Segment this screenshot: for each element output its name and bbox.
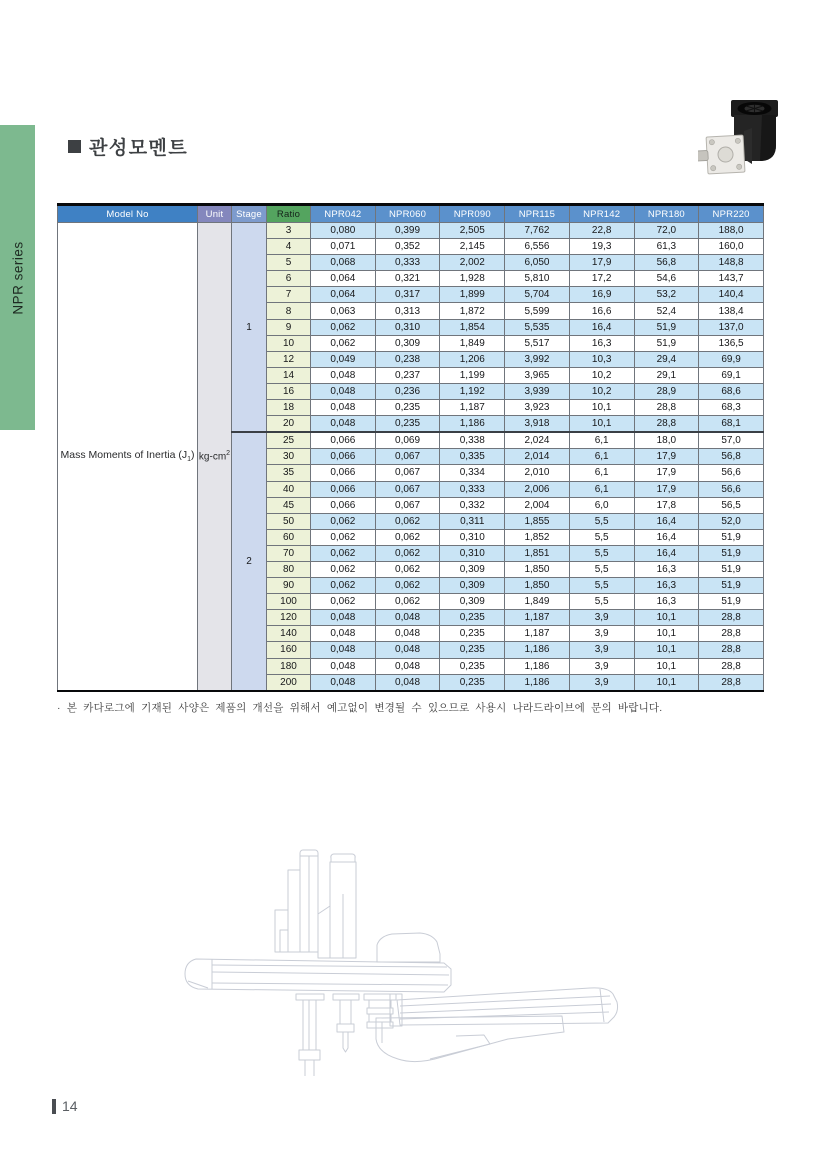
ratio-cell: 60	[267, 529, 311, 545]
value-cell: 28,8	[699, 610, 764, 626]
value-cell: 51,9	[699, 529, 764, 545]
ratio-cell: 160	[267, 642, 311, 658]
value-cell: 51,9	[699, 578, 764, 594]
value-cell: 6,050	[505, 255, 570, 271]
value-cell: 1,186	[505, 674, 570, 691]
value-cell: 16,4	[634, 529, 699, 545]
value-cell: 0,235	[440, 626, 505, 642]
value-cell: 0,333	[440, 481, 505, 497]
value-cell: 17,9	[634, 481, 699, 497]
value-cell: 10,1	[634, 626, 699, 642]
value-cell: 56,5	[699, 497, 764, 513]
ratio-cell: 14	[267, 367, 311, 383]
value-cell: 10,1	[634, 642, 699, 658]
value-cell: 16,3	[634, 578, 699, 594]
value-cell: 1,872	[440, 303, 505, 319]
value-cell: 3,9	[569, 610, 634, 626]
value-cell: 5,5	[569, 513, 634, 529]
value-cell: 0,335	[440, 449, 505, 465]
value-cell: 0,048	[311, 642, 376, 658]
value-cell: 10,1	[569, 416, 634, 433]
value-cell: 3,965	[505, 367, 570, 383]
value-cell: 0,071	[311, 239, 376, 255]
value-cell: 16,9	[569, 287, 634, 303]
inertia-table	[57, 203, 764, 692]
page-number-bar-icon	[52, 1099, 56, 1114]
ratio-cell: 100	[267, 594, 311, 610]
value-cell: 2,010	[505, 465, 570, 481]
value-cell: 3,9	[569, 626, 634, 642]
value-cell: 6,1	[569, 432, 634, 449]
column-header-npr060: NPR060	[375, 205, 440, 223]
value-cell: 0,067	[375, 465, 440, 481]
value-cell: 17,9	[634, 449, 699, 465]
value-cell: 3,9	[569, 674, 634, 691]
value-cell: 0,048	[311, 367, 376, 383]
npr-series-label: NPR series	[10, 240, 25, 315]
ratio-cell: 45	[267, 497, 311, 513]
value-cell: 0,062	[375, 594, 440, 610]
value-cell: 2,004	[505, 497, 570, 513]
value-cell: 5,5	[569, 545, 634, 561]
ratio-cell: 12	[267, 351, 311, 367]
page-title: 관성모멘트	[89, 138, 189, 159]
robot-arm-line-drawing	[172, 842, 638, 1076]
value-cell: 5,5	[569, 594, 634, 610]
ratio-cell: 3	[267, 223, 311, 239]
footnote-bullet: ·	[57, 702, 61, 714]
value-cell: 137,0	[699, 319, 764, 335]
section-title-row	[68, 133, 188, 160]
ratio-cell: 6	[267, 271, 311, 287]
page-number-value: 14	[62, 1098, 78, 1114]
value-cell: 0,069	[375, 432, 440, 449]
value-cell: 0,352	[375, 239, 440, 255]
value-cell: 10,3	[569, 351, 634, 367]
value-cell: 3,939	[505, 383, 570, 399]
value-cell: 0,235	[440, 610, 505, 626]
value-cell: 52,0	[699, 513, 764, 529]
table-header-row	[58, 205, 764, 223]
value-cell: 68,6	[699, 383, 764, 399]
value-cell: 3,923	[505, 400, 570, 416]
ratio-cell: 180	[267, 658, 311, 674]
value-cell: 0,066	[311, 465, 376, 481]
value-cell: 68,3	[699, 400, 764, 416]
value-cell: 0,310	[375, 319, 440, 335]
value-cell: 0,236	[375, 383, 440, 399]
value-cell: 1,851	[505, 545, 570, 561]
value-cell: 0,062	[375, 561, 440, 577]
column-header-npr090: NPR090	[440, 205, 505, 223]
value-cell: 0,048	[311, 416, 376, 433]
value-cell: 0,062	[311, 578, 376, 594]
value-cell: 2,145	[440, 239, 505, 255]
value-cell: 1,206	[440, 351, 505, 367]
column-header-stage: Stage	[232, 205, 267, 223]
footnote-text: 본 카다로그에 기재된 사양은 제품의 개선을 위해서 예고없이 변경될 수 있으므로 사용시 나라드라이브에 문의 바랍니다.	[66, 702, 663, 714]
value-cell: 1,899	[440, 287, 505, 303]
value-cell: 0,062	[311, 513, 376, 529]
robot-wireframe	[172, 842, 638, 1076]
value-cell: 5,704	[505, 287, 570, 303]
square-bullet-icon	[68, 140, 81, 153]
stage-2-cell: 2	[232, 432, 267, 691]
value-cell: 5,810	[505, 271, 570, 287]
value-cell: 188,0	[699, 223, 764, 239]
value-cell: 0,309	[440, 594, 505, 610]
value-cell: 0,048	[311, 610, 376, 626]
value-cell: 1,192	[440, 383, 505, 399]
value-cell: 17,9	[569, 255, 634, 271]
value-cell: 10,2	[569, 367, 634, 383]
value-cell: 10,2	[569, 383, 634, 399]
value-cell: 7,762	[505, 223, 570, 239]
value-cell: 0,062	[311, 561, 376, 577]
value-cell: 56,8	[699, 449, 764, 465]
ratio-cell: 30	[267, 449, 311, 465]
value-cell: 0,048	[311, 626, 376, 642]
value-cell: 0,048	[375, 658, 440, 674]
value-cell: 18,0	[634, 432, 699, 449]
value-cell: 72,0	[634, 223, 699, 239]
value-cell: 0,066	[311, 449, 376, 465]
column-header-model-no: Model No	[58, 205, 198, 223]
value-cell: 0,048	[311, 658, 376, 674]
value-cell: 0,048	[375, 674, 440, 691]
value-cell: 0,048	[311, 383, 376, 399]
ratio-cell: 35	[267, 465, 311, 481]
value-cell: 136,5	[699, 335, 764, 351]
value-cell: 51,9	[634, 335, 699, 351]
value-cell: 0,309	[375, 335, 440, 351]
value-cell: 16,6	[569, 303, 634, 319]
value-cell: 0,321	[375, 271, 440, 287]
value-cell: 5,599	[505, 303, 570, 319]
value-cell: 0,062	[311, 319, 376, 335]
value-cell: 0,049	[311, 351, 376, 367]
value-cell: 0,235	[440, 658, 505, 674]
value-cell: 1,187	[505, 626, 570, 642]
value-cell: 69,9	[699, 351, 764, 367]
ratio-cell: 40	[267, 481, 311, 497]
value-cell: 16,3	[569, 335, 634, 351]
ratio-cell: 50	[267, 513, 311, 529]
value-cell: 2,002	[440, 255, 505, 271]
value-cell: 19,3	[569, 239, 634, 255]
value-cell: 17,2	[569, 271, 634, 287]
value-cell: 6,1	[569, 481, 634, 497]
value-cell: 54,6	[634, 271, 699, 287]
column-header-npr142: NPR142	[569, 205, 634, 223]
ratio-cell: 25	[267, 432, 311, 449]
value-cell: 3,992	[505, 351, 570, 367]
value-cell: 17,8	[634, 497, 699, 513]
value-cell: 69,1	[699, 367, 764, 383]
value-cell: 57,0	[699, 432, 764, 449]
column-header-ratio: Ratio	[267, 205, 311, 223]
value-cell: 0,334	[440, 465, 505, 481]
value-cell: 0,064	[311, 287, 376, 303]
value-cell: 2,505	[440, 223, 505, 239]
value-cell: 2,014	[505, 449, 570, 465]
value-cell: 28,8	[634, 416, 699, 433]
value-cell: 6,0	[569, 497, 634, 513]
value-cell: 0,048	[311, 400, 376, 416]
value-cell: 0,062	[311, 545, 376, 561]
value-cell: 1,850	[505, 561, 570, 577]
value-cell: 0,067	[375, 449, 440, 465]
value-cell: 140,4	[699, 287, 764, 303]
value-cell: 0,311	[440, 513, 505, 529]
column-header-unit: Unit	[198, 205, 232, 223]
value-cell: 56,6	[699, 481, 764, 497]
column-header-npr220: NPR220	[699, 205, 764, 223]
value-cell: 0,317	[375, 287, 440, 303]
value-cell: 0,066	[311, 497, 376, 513]
value-cell: 0,235	[440, 674, 505, 691]
page-number	[52, 1098, 78, 1114]
value-cell: 0,332	[440, 497, 505, 513]
value-cell: 0,048	[375, 642, 440, 658]
value-cell: 0,238	[375, 351, 440, 367]
table-row-ratio-3	[58, 223, 764, 239]
value-cell: 1,849	[440, 335, 505, 351]
npr-series-sidebar	[0, 125, 35, 430]
value-cell: 68,1	[699, 416, 764, 433]
value-cell: 0,066	[311, 432, 376, 449]
value-cell: 0,048	[375, 610, 440, 626]
value-cell: 0,310	[440, 529, 505, 545]
ratio-cell: 16	[267, 383, 311, 399]
column-header-npr180: NPR180	[634, 205, 699, 223]
stage-1-cell: 1	[232, 223, 267, 433]
value-cell: 0,062	[375, 545, 440, 561]
value-cell: 3,9	[569, 642, 634, 658]
value-cell: 1,854	[440, 319, 505, 335]
value-cell: 16,4	[569, 319, 634, 335]
value-cell: 16,4	[634, 545, 699, 561]
value-cell: 5,5	[569, 529, 634, 545]
value-cell: 1,187	[505, 610, 570, 626]
value-cell: 5,535	[505, 319, 570, 335]
ratio-cell: 80	[267, 561, 311, 577]
value-cell: 51,9	[634, 319, 699, 335]
value-cell: 0,062	[375, 513, 440, 529]
value-cell: 0,235	[375, 400, 440, 416]
value-cell: 28,8	[699, 626, 764, 642]
value-cell: 28,8	[699, 658, 764, 674]
gearbox-illustration	[698, 97, 793, 187]
value-cell: 143,7	[699, 271, 764, 287]
value-cell: 1,855	[505, 513, 570, 529]
value-cell: 56,8	[634, 255, 699, 271]
value-cell: 61,3	[634, 239, 699, 255]
value-cell: 28,8	[699, 642, 764, 658]
ratio-cell: 10	[267, 335, 311, 351]
value-cell: 0,310	[440, 545, 505, 561]
value-cell: 0,309	[440, 561, 505, 577]
value-cell: 0,333	[375, 255, 440, 271]
value-cell: 16,3	[634, 594, 699, 610]
value-cell: 1,199	[440, 367, 505, 383]
value-cell: 0,080	[311, 223, 376, 239]
ratio-cell: 18	[267, 400, 311, 416]
value-cell: 0,064	[311, 271, 376, 287]
value-cell: 29,1	[634, 367, 699, 383]
value-cell: 5,5	[569, 578, 634, 594]
value-cell: 1,849	[505, 594, 570, 610]
value-cell: 2,024	[505, 432, 570, 449]
value-cell: 1,186	[505, 658, 570, 674]
value-cell: 28,8	[634, 400, 699, 416]
value-cell: 51,9	[699, 594, 764, 610]
value-cell: 1,186	[505, 642, 570, 658]
value-cell: 16,4	[634, 513, 699, 529]
value-cell: 0,067	[375, 481, 440, 497]
value-cell: 51,9	[699, 561, 764, 577]
value-cell: 0,399	[375, 223, 440, 239]
ratio-cell: 9	[267, 319, 311, 335]
value-cell: 28,8	[699, 674, 764, 691]
value-cell: 5,517	[505, 335, 570, 351]
value-cell: 51,9	[699, 545, 764, 561]
value-cell: 0,309	[440, 578, 505, 594]
value-cell: 0,313	[375, 303, 440, 319]
value-cell: 138,4	[699, 303, 764, 319]
value-cell: 1,928	[440, 271, 505, 287]
value-cell: 29,4	[634, 351, 699, 367]
ratio-cell: 8	[267, 303, 311, 319]
value-cell: 52,4	[634, 303, 699, 319]
value-cell: 28,9	[634, 383, 699, 399]
value-cell: 10,1	[634, 610, 699, 626]
value-cell: 53,2	[634, 287, 699, 303]
value-cell: 17,9	[634, 465, 699, 481]
value-cell: 0,338	[440, 432, 505, 449]
value-cell: 6,1	[569, 449, 634, 465]
row-label-mass-moments-of-inertia: Mass Moments of Inertia $(J_1)$	[58, 223, 198, 691]
value-cell: 0,237	[375, 367, 440, 383]
ratio-cell: 5	[267, 255, 311, 271]
column-header-npr115: NPR115	[505, 205, 570, 223]
value-cell: 16,3	[634, 561, 699, 577]
value-cell: 10,1	[634, 674, 699, 691]
ratio-cell: 200	[267, 674, 311, 691]
ratio-cell: 20	[267, 416, 311, 433]
mass-moments-table	[57, 203, 764, 692]
ratio-cell: 120	[267, 610, 311, 626]
gearbox-product-image	[698, 97, 793, 187]
value-cell: 160,0	[699, 239, 764, 255]
value-cell: 2,006	[505, 481, 570, 497]
value-cell: 0,062	[375, 578, 440, 594]
value-cell: 3,9	[569, 658, 634, 674]
ratio-cell: 70	[267, 545, 311, 561]
value-cell: 10,1	[569, 400, 634, 416]
footnote	[57, 700, 737, 715]
value-cell: 0,063	[311, 303, 376, 319]
value-cell: 56,6	[699, 465, 764, 481]
value-cell: 3,918	[505, 416, 570, 433]
value-cell: 1,186	[440, 416, 505, 433]
value-cell: 1,852	[505, 529, 570, 545]
value-cell: 0,066	[311, 481, 376, 497]
value-cell: 0,235	[440, 642, 505, 658]
value-cell: 6,556	[505, 239, 570, 255]
ratio-cell: 7	[267, 287, 311, 303]
value-cell: 0,062	[311, 594, 376, 610]
ratio-cell: 140	[267, 626, 311, 642]
value-cell: 5,5	[569, 561, 634, 577]
value-cell: 0,235	[375, 416, 440, 433]
value-cell: 1,850	[505, 578, 570, 594]
value-cell: 0,048	[311, 674, 376, 691]
value-cell: 148,8	[699, 255, 764, 271]
ratio-cell: 90	[267, 578, 311, 594]
value-cell: 10,1	[634, 658, 699, 674]
value-cell: 0,062	[311, 529, 376, 545]
value-cell: 22,8	[569, 223, 634, 239]
value-cell: 1,187	[440, 400, 505, 416]
value-cell: 0,067	[375, 497, 440, 513]
value-cell: 0,062	[375, 529, 440, 545]
value-cell: 0,068	[311, 255, 376, 271]
value-cell: 0,048	[375, 626, 440, 642]
ratio-cell: 4	[267, 239, 311, 255]
value-cell: 6,1	[569, 465, 634, 481]
column-header-npr042: NPR042	[311, 205, 376, 223]
value-cell: 0,062	[311, 335, 376, 351]
unit-value: $kg-cm^2$	[198, 223, 232, 691]
